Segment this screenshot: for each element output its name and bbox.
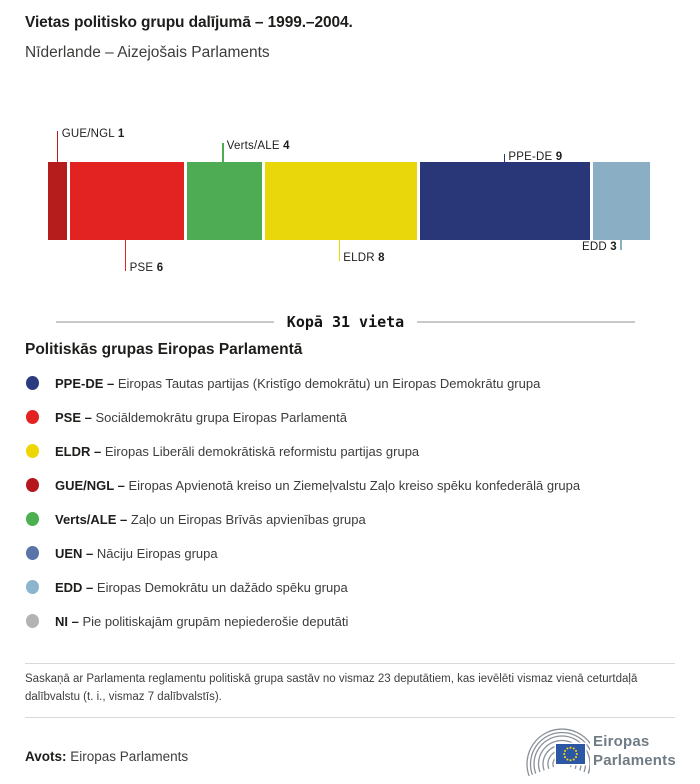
footnote-text: Saskaņā ar Parlamenta reglamentu politiskā grupa sastāv no vismaz 23 deputātiem, kas ievēlēti vismaz vienā ceturtdaļā dalībvalstu (t. i., vismaz 7 dalībvalstīs).	[25, 673, 638, 703]
legend-color-dot	[26, 376, 39, 390]
callout-tick-ppe-de	[504, 154, 506, 162]
callout-label-pse: PSE 6	[129, 262, 164, 274]
legend-color-dot	[26, 580, 39, 594]
legend-color-dot	[26, 444, 39, 458]
callout-tick-eldr	[339, 240, 341, 261]
legend-item-label: Verts/ALE – Zaļo un Eiropas Brīvās apvienības grupa	[55, 511, 366, 527]
legend-item	[26, 400, 676, 434]
bar-segment-edd	[593, 162, 650, 240]
footnote-divider-top	[25, 663, 675, 664]
legend-item-label: ELDR – Eiropas Liberāli demokrātiskā reformistu partijas grupa	[55, 443, 420, 459]
total-seats-row	[56, 312, 635, 332]
callout-tick-pse	[125, 240, 127, 271]
bar-segment-gue-ngl	[48, 162, 67, 240]
callout-label-edd: EDD 3	[581, 241, 617, 253]
callout-tick-edd	[620, 240, 622, 250]
legend-item	[26, 468, 676, 502]
ep-hemicycle-icon	[516, 724, 590, 782]
legend-heading: Politiskās grupas Eiropas Parlamentā	[25, 341, 303, 358]
bar-segment-ppe-de	[420, 162, 590, 240]
legend-item-label: PSE – Sociāldemokrātu grupa Eiropas Parlamentā	[55, 409, 347, 425]
callout-label-gue-ngl: GUE/NGL 1	[61, 128, 125, 140]
seat-bar	[48, 162, 650, 240]
footnote-divider-bottom	[25, 717, 675, 718]
total-seats-label: Kopā 31 vieta	[286, 313, 405, 331]
legend-item	[26, 366, 676, 400]
callout-label-verts-ale: Verts/ALE 4	[226, 139, 290, 152]
ep-logo-wordmark	[593, 732, 676, 770]
legend-list	[26, 366, 676, 638]
ep-logo-line2: Parlaments	[593, 752, 676, 769]
source-line	[25, 749, 188, 764]
legend-item	[26, 434, 676, 468]
legend-item-label: NI – Pie politiskajām grupām nepiederošie deputāti	[55, 613, 349, 629]
callout-tick-verts-ale	[222, 143, 224, 163]
bar-segment-eldr	[265, 162, 416, 240]
source-value: Eiropas Parlaments	[70, 749, 189, 764]
callout-label-ppe-de: PPE-DE 9	[508, 151, 563, 163]
legend-color-dot	[26, 546, 39, 560]
callout-label-eldr: ELDR 8	[343, 251, 385, 264]
bar-segment-pse	[70, 162, 184, 240]
legend-color-dot	[26, 512, 39, 526]
legend-item-label: PPE-DE – Eiropas Tautas partijas (Kristīgo demokrātu) un Eiropas Demokrātu grupa	[55, 375, 541, 391]
source-label: Avots:	[25, 749, 67, 764]
divider-line-left	[56, 321, 274, 323]
divider-line-right	[417, 321, 635, 323]
european-parliament-logo	[516, 724, 700, 782]
legend-item-label: EDD – Eiropas Demokrātu un dažādo spēku grupa	[55, 579, 348, 595]
page-title: Vietas politisko grupu dalījumā – 1999.–2004.	[25, 14, 353, 31]
legend-item	[26, 570, 676, 604]
legend-color-dot	[26, 478, 39, 492]
bar-segment-verts-ale	[187, 162, 263, 240]
legend-item	[26, 604, 676, 638]
legend-color-dot	[26, 410, 39, 424]
legend-item-label: GUE/NGL – Eiropas Apvienotā kreiso un Ziemeļvalstu Zaļo kreiso spēku konfederālā grupa	[55, 477, 581, 493]
page-subtitle: Nīderlande – Aizejošais Parlaments	[25, 44, 270, 61]
legend-item	[26, 502, 676, 536]
callout-tick-gue-ngl	[57, 131, 59, 162]
ep-logo-line1: Eiropas	[593, 733, 650, 750]
legend-item-label: UEN – Nāciju Eiropas grupa	[55, 545, 218, 561]
legend-item	[26, 536, 676, 570]
legend-color-dot	[26, 614, 39, 628]
